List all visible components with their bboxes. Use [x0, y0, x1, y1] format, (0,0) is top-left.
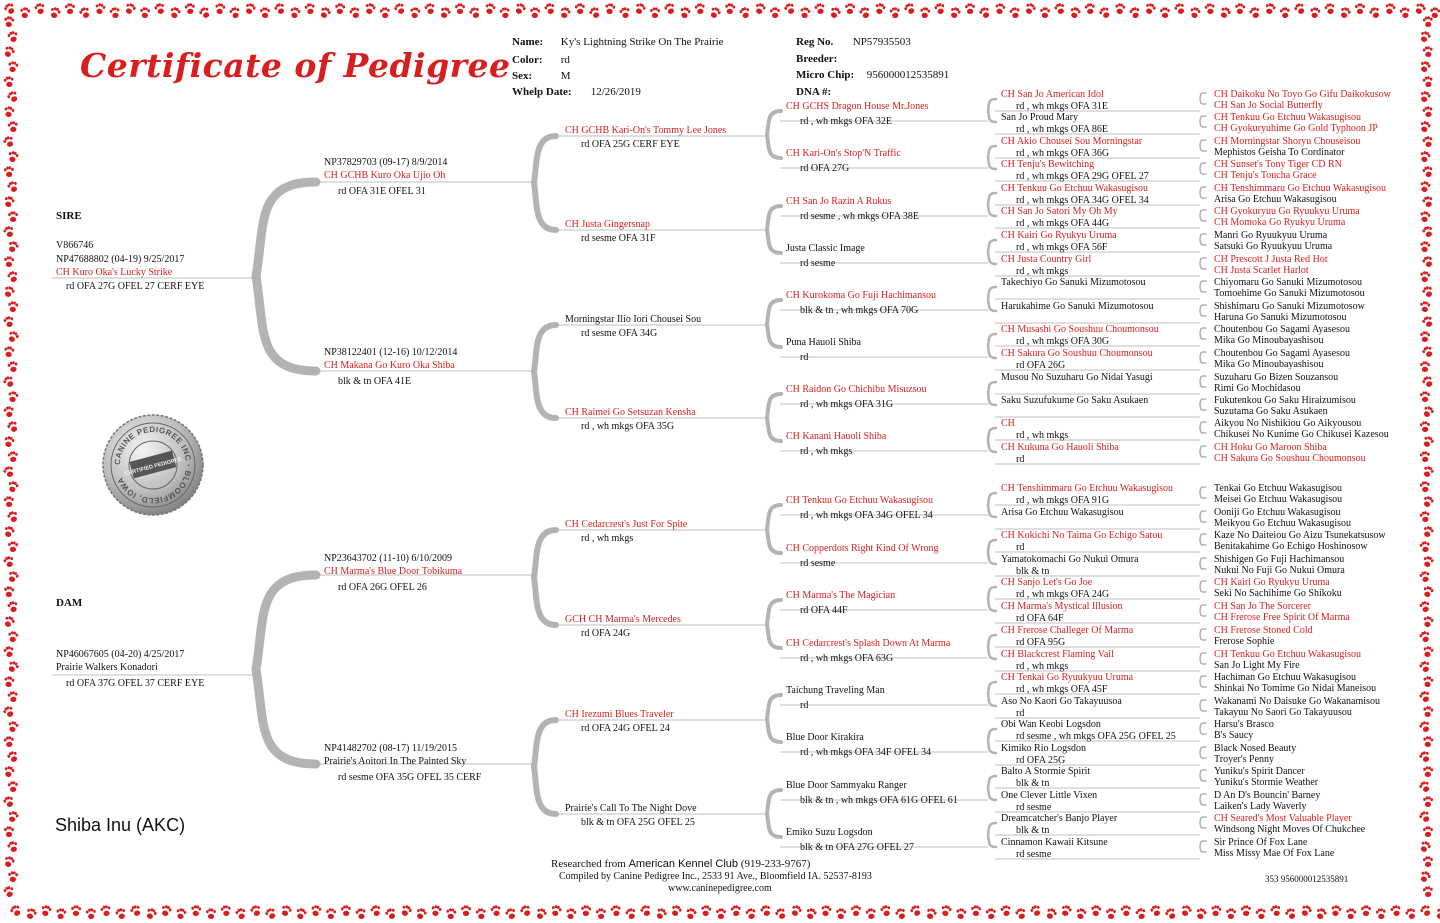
ancestor-name: CH Tenkuu Go Etchuu Wakasugisou — [1214, 112, 1362, 123]
pedigree-brace — [988, 729, 996, 753]
ancestor-name: CH Justa Country Girl — [1001, 254, 1092, 265]
ancestor-name: Harsu's Brasco — [1214, 719, 1274, 730]
ancestor-name: CH Frerose Stoned Cold — [1214, 625, 1313, 636]
pedigree-brace — [988, 240, 996, 264]
pedigree-brace — [988, 682, 996, 706]
ancestor-info: rd OFA 24G OFEL 24 — [581, 723, 670, 734]
ancestor-name: Arisa Go Etchuu Wakasugisou — [1001, 507, 1124, 518]
ancestor-info: rd , wh mkgs OFA 91G — [1016, 495, 1110, 506]
ancestor-name: CH San Jo Razin A Rukus — [786, 196, 892, 207]
ancestor-name: CH GCHB Kari-On's Tommy Lee Jones — [565, 125, 727, 136]
ancestor-name: Taichung Traveling Man — [786, 685, 885, 696]
ancestor-info: rd — [1016, 708, 1025, 719]
pedigree-brace — [988, 540, 996, 564]
certificate-title: Certificate of Pedigree — [80, 46, 511, 85]
ancestor-name: Meikyou Go Etchuu Wakasugisou — [1214, 518, 1352, 529]
ancestor-name: Takechiyo Go Sanuki Mizumotosou — [1001, 277, 1146, 288]
ancestor-name: CH Akio Chousei Sou Morningstar — [1001, 136, 1143, 147]
pedigree-brace — [1200, 352, 1206, 363]
pedigree-brace — [1200, 817, 1206, 828]
pedigree-brace — [256, 182, 316, 371]
ancestor-info: rd — [800, 352, 809, 363]
website-link[interactable]: www.caninepedigree.com — [668, 883, 772, 894]
pedigree-brace — [767, 111, 781, 158]
ancestor-name: Arisa Go Etchuu Wakasugisou — [1214, 194, 1337, 205]
ancestor-reg: NP38122401 (12-16) 10/12/2014 — [324, 347, 458, 358]
ancestor-name: Shishigen Go Fuji Hachimansou — [1214, 554, 1345, 565]
ancestor-info: rd , wh mkgs OFA 86E — [1016, 124, 1109, 135]
ancestor-name: CH Kari-On's Stop'N Traffic — [786, 148, 901, 159]
ancestor-info: blk & tn , wh mkgs OFA 61G OFEL 61 — [800, 795, 958, 806]
ancestor-info: rd , wh mkgs — [581, 533, 634, 544]
ancestor-name: Suzutama Go Saku Asukaen — [1214, 406, 1328, 417]
pedigree-brace — [988, 193, 996, 216]
ancestor-name: CH Frerose Challeger Of Marma — [1001, 625, 1134, 636]
ancestor-info: rd sesme — [1016, 802, 1052, 813]
ancestor-info: rd sesme , wh mkgs OFA 38E — [800, 211, 919, 222]
ancestor-info: rd , wh mkgs OFA 32E — [800, 116, 893, 127]
ancestor-info: rd OFA 44F — [800, 605, 848, 616]
ancestor-name: CH San Jo American Idol — [1001, 89, 1104, 100]
dam-reg: NP46067605 (04-20) 4/25/2017 — [56, 649, 185, 660]
pedigree-brace — [534, 136, 556, 230]
name-label: Name: — [512, 36, 544, 48]
ancestor-name: D An D's Bouncin' Barney — [1214, 790, 1321, 801]
ancestor-name: Mika Go Minoubayashisou — [1214, 335, 1324, 346]
dna-label: DNA #: — [796, 86, 832, 98]
ancestor-info: rd , wh mkgs — [1016, 430, 1069, 441]
ancestor-info: blk & tn — [1016, 566, 1050, 577]
pedigree-brace — [1200, 629, 1206, 640]
ancestor-info: rd , wh mkgs OFA 31G — [800, 399, 894, 410]
ancestor-info: rd — [1016, 454, 1025, 465]
ancestor-name: Choutenbou Go Sagami Ayasesou — [1214, 348, 1351, 359]
pedigree-brace — [1200, 700, 1206, 711]
ancestor-name: CH San Jo Satori My Oh My — [1001, 206, 1118, 217]
ancestor-name: Rimi Go Mochidasou — [1214, 383, 1301, 394]
ancestor-name: Prairie's Call To The Night Dove — [565, 803, 697, 814]
chip-number: 956000012535891 — [866, 69, 950, 81]
ancestor-info: blk & tn , wh mkgs OFA 70G — [800, 305, 919, 316]
ancestor-name: Saku Suzufukume Go Saku Asukaen — [1001, 395, 1149, 406]
ancestor-info: blk & tn — [1016, 825, 1050, 836]
sire-reg: NP47688802 (04-19) 9/25/2017 — [56, 254, 185, 265]
pedigree-brace — [1200, 723, 1206, 734]
ancestor-name: CH Kurokoma Go Fuji Hachimansou — [786, 290, 936, 301]
sire-info: rd OFA 27G OFEL 27 CERF EYE — [66, 281, 205, 292]
pedigree-brace — [1200, 93, 1206, 104]
pedigree-brace — [1200, 328, 1206, 339]
pedigree-brace — [1200, 399, 1206, 410]
ancestor-name: Manri Go Ryuukyuu Uruma — [1214, 230, 1328, 241]
pedigree-brace — [1200, 653, 1206, 664]
ancestor-name: Seki No Sachihime Go Shikoku — [1214, 588, 1342, 599]
sire-code: V866746 — [56, 240, 94, 251]
ancestor-name: CH Kukuna Go Hauoli Shiba — [1001, 442, 1119, 453]
reg-number: NP57935503 — [852, 36, 911, 48]
ancestor-info: rd sesme , wh mkgs OFA 25G OFEL 25 — [1016, 731, 1176, 742]
ancestor-name: Takayuu No Saori Go Takayuusou — [1214, 707, 1352, 718]
ancestor-name: CH San Jo The Sorcerer — [1214, 601, 1312, 612]
ancestor-name: CH Musashi Go Soushuu Choumonsou — [1001, 324, 1159, 335]
researched-line — [551, 858, 810, 870]
ancestor-name: CH Makana Go Kuro Oka Shiba — [324, 360, 455, 371]
pedigree-brace — [988, 823, 996, 847]
ancestor-name: CH Prescott J Justa Red Hot — [1214, 254, 1328, 265]
ancestor-info: rd OFA 27G — [800, 163, 850, 174]
ancestor-reg: NP37829703 (09-17) 8/9/2014 — [324, 157, 448, 168]
chip-label: Micro Chip: — [796, 69, 855, 81]
ancestor-name: CH GCHS Dragon House Mr.Jones — [786, 101, 929, 112]
ancestor-info: rd sesme — [800, 258, 836, 269]
ancestor-name: Aso No Kaori Go Takayuusoa — [1001, 696, 1122, 707]
pedigree-brace — [1200, 116, 1206, 127]
ancestor-name: CH Cedarcrest's Just For Spite — [565, 519, 688, 530]
ancestor-name: Tomoehime Go Sanuki Mizumotosou — [1214, 288, 1365, 299]
ancestor-info: rd OFA 26G — [1016, 360, 1066, 371]
ancestor-info: rd , wh mkgs OFA 35G — [581, 421, 675, 432]
pedigree-brace — [1200, 140, 1206, 151]
ancestor-info: rd , wh mkgs OFA 30G — [1016, 336, 1110, 347]
pedigree-brace — [988, 99, 996, 122]
ancestor-name: CH Tenkai Go Ryuukyuu Uruma — [1001, 672, 1134, 683]
ancestor-name: Laiken's Lady Waverly — [1214, 801, 1307, 812]
researched-prefix: Researched from — [551, 858, 626, 870]
pedigree-brace — [1200, 422, 1206, 433]
ancestor-name: CH — [1001, 418, 1015, 429]
ancestor-name: Emiko Suzu Logsdon — [786, 827, 873, 838]
reg-label: Reg No. — [796, 36, 834, 48]
ancestor-name: Chikusei No Kunime Go Chikusei Kazesou — [1214, 429, 1389, 440]
seal-ring-text: CANINE PEDIGREE INC · BLOOMFIELD, IOWA — [112, 424, 194, 506]
ancestor-name: CH Justa Gingersnap — [565, 219, 650, 230]
ancestor-name: CH Sunset's Tony Tiger CD RN — [1214, 159, 1342, 170]
ancestor-name: Satsuki Go Ryuukyuu Uruma — [1214, 241, 1333, 252]
pedigree-brace — [988, 776, 996, 800]
ancestor-name: Puna Hauoli Shiba — [786, 337, 861, 348]
pedigree-brace — [1200, 747, 1206, 758]
ancestor-info: rd , wh mkgs — [1016, 266, 1069, 277]
ancestor-name: Benitakahime Go Echigo Hoshinosow — [1214, 541, 1368, 552]
ancestor-name: CH Tenkuu Go Etchuu Wakasugisou — [1214, 649, 1362, 660]
ancestor-info: rd OFA 31E OFEL 31 — [338, 186, 426, 197]
pedigree-brace — [1200, 446, 1206, 457]
color-label: Color: — [512, 54, 543, 66]
ancestor-name: CH Raimei Go Setsuzan Kensha — [565, 407, 696, 418]
ancestor-name: One Clever Little Vixen — [1001, 790, 1098, 801]
ancestor-info: rd OFA 25G CERF EYE — [581, 139, 680, 150]
ancestor-name: San Jo Proud Mary — [1001, 112, 1078, 123]
pedigree-brace — [1200, 558, 1206, 569]
ancestor-info: rd , wh mkgs OFA 29G OFEL 27 — [1016, 171, 1149, 182]
ancestor-info: blk & tn — [1016, 778, 1050, 789]
ancestor-name: Fukutenkou Go Saku Hiraizumisou — [1214, 395, 1356, 406]
ancestor-name: Mika Go Minoubayashisou — [1214, 359, 1324, 370]
ancestor-info: rd , wh mkgs OFA 31E — [1016, 101, 1109, 112]
ancestor-name: Justa Classic Image — [786, 243, 865, 254]
ancestor-name: CH San Jo Social Butterfly — [1214, 100, 1323, 111]
pedigree-brace — [534, 530, 556, 625]
sire-name: CH Kuro Oka's Lucky Strike — [56, 267, 173, 278]
sire-label: SIRE — [56, 210, 82, 222]
ancestor-name: Musou No Suzuharu Go Nidai Yasugi — [1001, 372, 1153, 383]
pedigree-brace — [534, 325, 556, 418]
ancestor-info: rd , wh mkgs OFA 34F OFEL 34 — [800, 747, 932, 758]
ancestor-name: CH Raidon Go Chichibu Misuzsou — [786, 384, 927, 395]
ancestor-name: GCH CH Marma's Mercedes — [565, 614, 681, 625]
ancestor-name: Mephistos Geisha To Cordinator — [1214, 147, 1345, 158]
ancestor-info: rd , wh mkgs OFA 45F — [1016, 684, 1108, 695]
pedigree-brace — [988, 635, 996, 659]
ancestor-info: rd — [1016, 542, 1025, 553]
ancestor-info: rd OFA 64F — [1016, 613, 1064, 624]
pedigree-brace — [1200, 794, 1206, 805]
pedigree-brace — [534, 720, 556, 814]
ancestor-info: rd sesme OFA 35G OFEL 35 CERF — [338, 772, 482, 783]
ancestor-name: CH Tenkuu Go Etchuu Wakasugisou — [786, 495, 934, 506]
ancestor-info: rd , wh mkgs — [800, 446, 853, 457]
ancestor-name: Yuniku's Spirit Dancer — [1214, 766, 1305, 777]
pedigree-brace — [1200, 605, 1206, 616]
club-name: American Kennel Club — [628, 858, 739, 870]
ancestor-name: Yuniku's Stormie Weather — [1214, 777, 1319, 788]
ancestor-name: CH Sakura Go Soushuu Choumonsou — [1001, 348, 1153, 359]
pedigree-brace — [1200, 163, 1206, 174]
ancestor-name: CH Blackcrest Flaming Vail — [1001, 649, 1114, 660]
pedigree-brace — [767, 695, 781, 742]
ancestor-name: Kimiko Rio Logsdon — [1001, 743, 1087, 754]
ancestor-name: CH Marma's Blue Door Tobikuma — [324, 566, 463, 577]
pedigree-brace — [988, 382, 996, 405]
ancestor-name: CH Tenju's Toucha Grace — [1214, 170, 1317, 181]
ancestor-name: CH Gyokuryuu Go Ryuukyu Uruma — [1214, 206, 1360, 217]
ancestor-name: B's Saucy — [1214, 730, 1254, 741]
pedigree-brace — [1200, 841, 1206, 852]
ancestor-name: Miss Missy Mae Of Fox Lane — [1214, 848, 1335, 859]
ancestor-info: rd sesme OFA 31F — [581, 233, 656, 244]
pedigree-brace — [1200, 210, 1206, 221]
breed-label: Shiba Inu (AKC) — [55, 815, 186, 835]
ancestor-name: Tenkai Go Etchuu Wakasugisou — [1214, 483, 1343, 494]
ancestor-name: CH Daikoku No Toyo Go Gifu Daikokusow — [1214, 89, 1391, 100]
ancestor-info: rd , wh mkgs OFA 56F — [1016, 242, 1108, 253]
ancestor-name: CH Hoku Go Maroon Shiba — [1214, 442, 1327, 453]
dam-name: Prairie Walkers Konadori — [56, 662, 158, 673]
pedigree-brace — [256, 575, 316, 764]
pedigree-brace — [1200, 581, 1206, 592]
ancestor-name: CH Seared's Most Valuable Player — [1214, 813, 1352, 824]
ancestor-info: rd , wh mkgs OFA 24G — [1016, 589, 1110, 600]
pedigree-brace — [767, 206, 781, 253]
ancestor-name: Meisei Go Etchuu Wakasugisou — [1214, 494, 1343, 505]
dog-sex: M — [560, 70, 571, 82]
ancestor-info: rd OFA 24G — [581, 628, 631, 639]
ancestor-name: CH GCHB Kuro Oka Ujio Oh — [324, 170, 446, 181]
ancestor-info: rd OFA 95G — [1016, 637, 1066, 648]
ancestor-name: CH Irezumi Blues Traveler — [565, 709, 674, 720]
ancestor-name: Cinnamon Kawaii Kitsune — [1001, 837, 1108, 848]
ancestor-name: CH Copperdots Right Kind Of Wrong — [786, 543, 939, 554]
pedigree-brace — [767, 300, 781, 347]
ancestor-name: Chiyomaru Go Sanuki Mizumotosou — [1214, 277, 1363, 288]
ancestor-name: Troyer's Penny — [1214, 754, 1275, 765]
ancestor-info: rd , wh mkgs OFA 44G — [1016, 218, 1110, 229]
breeder-label: Breeder: — [796, 53, 838, 65]
pedigree-brace — [988, 587, 996, 611]
pedigree-brace — [767, 505, 781, 553]
ancestor-name: CH Kanani Hauoli Shiba — [786, 431, 887, 442]
ancestor-name: CH Cedarcrest's Splash Down At Marma — [786, 638, 951, 649]
ancestor-name: Aikyou No Nishikiou Go Aikyousou — [1214, 418, 1362, 429]
ancestor-name: CH Kairi Go Ryukyu Uruma — [1214, 577, 1330, 588]
seal-center-text: CERTIFIED PEDIGREE — [124, 456, 183, 478]
ancestor-name: Kaze No Daiteiou Go Aizu Tsunekatsusow — [1214, 530, 1386, 541]
ancestor-name: Windsong Night Moves Of Chukchee — [1214, 824, 1366, 835]
ancestor-reg: NP23643702 (11-10) 6/10/2009 — [324, 553, 452, 564]
dog-name: Ky's Lightning Strike On The Prairie — [560, 36, 724, 48]
pedigree-brace — [1200, 234, 1206, 245]
ancestor-name: CH Tenshimmaru Go Etchuu Wakasugisou — [1214, 183, 1386, 194]
ancestor-info: blk & tn OFA 25G OFEL 25 — [581, 817, 695, 828]
ancestor-info: rd , wh mkgs OFA 63G — [800, 653, 894, 664]
certified-seal-icon — [100, 412, 206, 518]
ancestor-info: rd sesme — [800, 558, 836, 569]
pedigree-brace — [1200, 187, 1206, 198]
ancestor-name: CH Marma's The Magician — [786, 590, 896, 601]
ancestor-info: rd OFA 26G OFEL 26 — [338, 582, 427, 593]
ancestor-name: Harukahime Go Sanuki Mizumotosou — [1001, 301, 1154, 312]
ancestor-name: CH Tenshimmaru Go Etchuu Wakasugisou — [1001, 483, 1173, 494]
ancestor-name: CH Tenkuu Go Etchuu Wakasugisou — [1001, 183, 1149, 194]
ancestor-name: CH Sanjo Let's Go Joe — [1001, 577, 1093, 588]
pedigree-brace — [1200, 534, 1206, 545]
pedigree-brace — [1200, 258, 1206, 269]
ancestor-info: blk & tn OFA 27G OFEL 27 — [800, 842, 914, 853]
ancestor-info: rd , wh mkgs OFA 36G — [1016, 148, 1110, 159]
ancestor-name: Dreamcatcher's Banjo Player — [1001, 813, 1118, 824]
ancestor-name: Yamatokomachi Go Nukui Omura — [1001, 554, 1139, 565]
pedigree-brace — [1200, 305, 1206, 316]
ancestor-name: CH Gyokuryuhime Go Gold Typhoon JP — [1214, 123, 1378, 134]
ancestor-info: rd sesme — [1016, 849, 1052, 860]
compiled-line: Compiled by Canine Pedigree Inc., 2533 91 Ave., Bloomfield IA. 52537-8193 — [559, 871, 872, 882]
ancestor-name: Blue Door Sammyaku Ranger — [786, 780, 907, 791]
ancestor-name: Haruna Go Sanuki Mizumotosou — [1214, 312, 1347, 323]
ancestor-name: CH Tenju's Bewitching — [1001, 159, 1095, 170]
pedigree-brace — [988, 428, 996, 452]
ancestor-info: rd sesme OFA 34G — [581, 328, 658, 339]
ancestor-name: CH Kairi Go Ryukyu Uruma — [1001, 230, 1117, 241]
ancestor-info: rd , wh mkgs OFA 34G OFEL 34 — [1016, 195, 1149, 206]
ancestor-name: CH Sakura Go Soushuu Choumonsou — [1214, 453, 1366, 464]
ancestor-name: CH Marma's Mystical Illusion — [1001, 601, 1123, 612]
ancestor-reg: NP41482702 (08-17) 11/19/2015 — [324, 743, 457, 754]
pedigree-brace — [1200, 511, 1206, 522]
ancestor-name: Wakanami No Daisuke Go Wakanamisou — [1214, 696, 1380, 707]
ancestor-name: Black Nosed Beauty — [1214, 743, 1297, 754]
ancestor-name: Shishimaru Go Sanuki Mizumotosow — [1214, 301, 1365, 312]
ancestor-name: Frerose Sophie — [1214, 636, 1275, 647]
pedigree-brace — [767, 394, 781, 441]
whelp-label: Whelp Date: — [512, 86, 572, 98]
whelp-date: 12/26/2019 — [590, 86, 641, 98]
dam-info: rd OFA 37G OFEL 37 CERF EYE — [66, 678, 205, 689]
pedigree-brace — [1200, 376, 1206, 387]
ancestor-name: Balto A Stormie Spirit — [1001, 766, 1091, 777]
ancestor-info: rd , wh mkgs — [1016, 661, 1069, 672]
footer-code: 353 956000012535891 — [1265, 874, 1349, 884]
ancestor-info: rd OFA 25G — [1016, 755, 1066, 766]
pedigree-brace — [1200, 676, 1206, 687]
ancestor-name: CH Momoka Go Ryukyu Uruma — [1214, 217, 1346, 228]
ancestor-info: rd — [800, 700, 809, 711]
sex-label: Sex: — [512, 70, 533, 82]
pedigree-brace — [988, 493, 996, 517]
ancestor-info: blk & tn OFA 41E — [338, 376, 412, 387]
pedigree-brace — [988, 334, 996, 358]
pedigree-brace — [767, 600, 781, 648]
ancestor-name: Nukui No Fuji Go Nukui Omura — [1214, 565, 1345, 576]
ancestor-name: Obi Wan Keobi Logsdon — [1001, 719, 1101, 730]
ancestor-name: Prairie's Aoitori In The Painted Sky — [324, 756, 467, 767]
pedigree-brace — [988, 287, 996, 311]
ancestor-name: Ooniji Go Etchuu Wakasugisou — [1214, 507, 1341, 518]
dam-label: DAM — [56, 597, 83, 609]
ancestor-name: CH Frerose Free Spirit Of Marma — [1214, 612, 1350, 623]
ancestor-info: rd , wh mkgs OFA 34G OFEL 34 — [800, 510, 933, 521]
pedigree-brace — [1200, 487, 1206, 498]
ancestor-name: Sir Prince Of Fox Lane — [1214, 837, 1308, 848]
ancestor-name: CH Morningstar Shoryu Chouseisou — [1214, 136, 1361, 147]
ancestor-name: Hachiman Go Etchuu Wakasugisou — [1214, 672, 1357, 683]
ancestor-name: San Jo Light My Fire — [1214, 660, 1300, 671]
ancestor-name: Morningstar Ilio Iori Chousei Sou — [565, 314, 702, 325]
ancestor-name: Blue Door Kirakira — [786, 732, 864, 743]
ancestor-name: Suzuharu Go Bizen Souzansou — [1214, 372, 1339, 383]
pedigree-brace — [988, 146, 996, 169]
ancestor-name: Shinkai No Tomime Go Nidai Maneisou — [1214, 683, 1377, 694]
pedigree-brace — [1200, 770, 1206, 781]
pedigree-brace — [1200, 281, 1206, 292]
ancestor-name: Choutenbou Go Sagami Ayasesou — [1214, 324, 1351, 335]
club-phone: (919-233-9767) — [740, 858, 811, 870]
ancestor-name: CH Justa Scarlet Harlot — [1214, 265, 1309, 276]
ancestor-name: CH Kokichi No Taima Go Echigo Satou — [1001, 530, 1163, 541]
dog-color: rd — [560, 54, 570, 66]
pedigree-brace — [767, 790, 781, 837]
